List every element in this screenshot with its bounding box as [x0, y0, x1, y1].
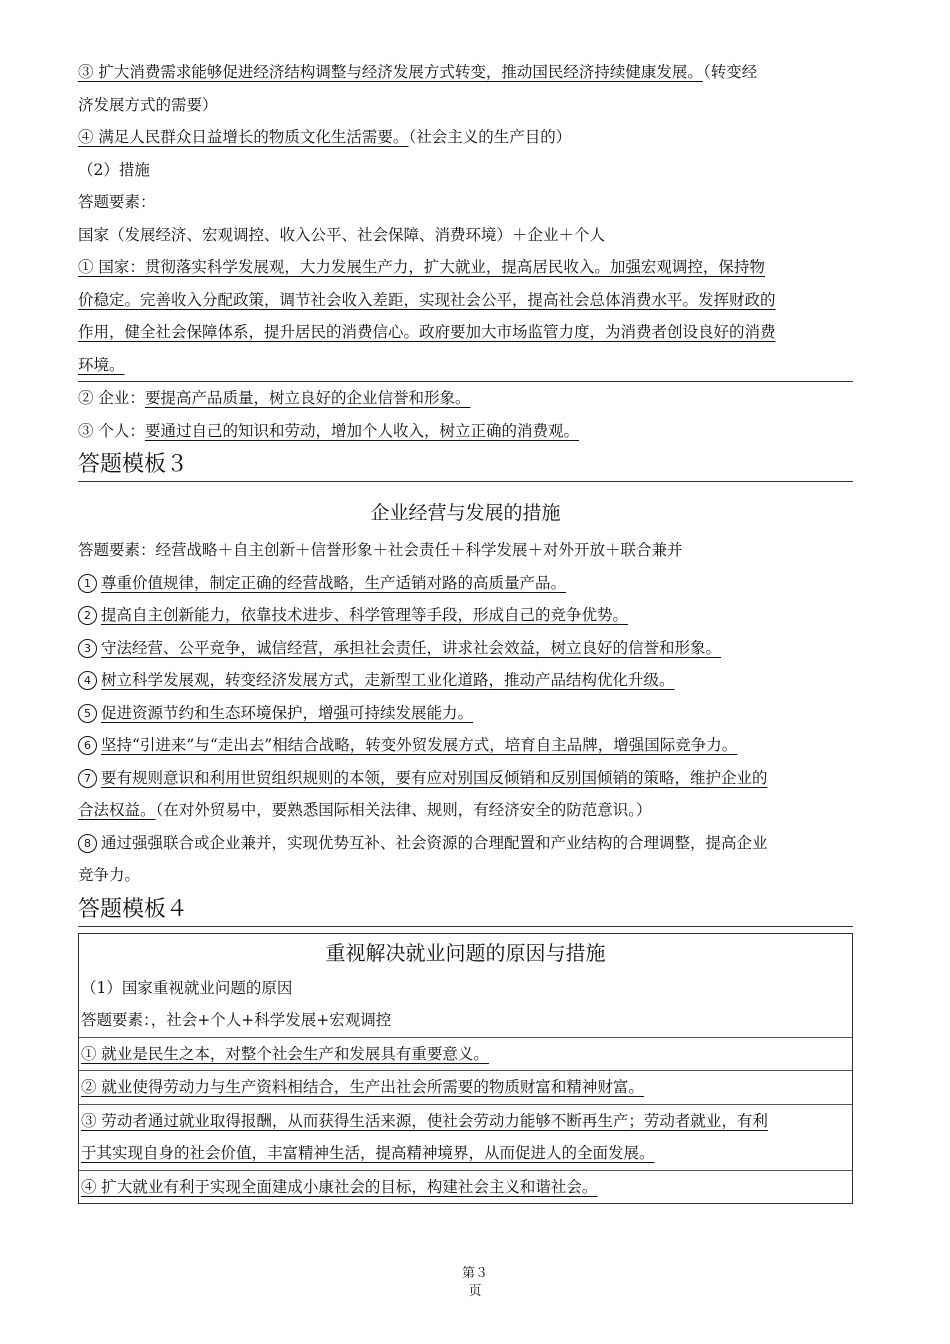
template-3-title: 企业经营与发展的措施 — [370, 502, 561, 524]
enterprise-item-7-line-2: 合法权益。 — [78, 801, 156, 819]
enterprise-item-text: 树立科学发展观，转变经济发展方式，走新型工业化道路，推动产品结构优化升级。 — [101, 671, 675, 689]
reason-item-4 — [78, 121, 853, 154]
employment-reason-4: ④ 扩大就业有利于实现全面建成小康社会的目标，构建社会主义和谐社会。 — [79, 1170, 852, 1204]
enterprise-item-1 — [78, 567, 853, 600]
circled-number: 2 — [78, 606, 97, 625]
page-footer — [0, 1265, 950, 1301]
state-measure-line-3: 作用，健全社会保障体系，提升居民的消费信心。政府要加大市场监管力度，为消费者创设良好的消费 — [78, 323, 776, 341]
circled-number: 3 — [78, 639, 97, 658]
subheading-measures: （2）措施 — [78, 160, 150, 179]
reason-3-note: （转变经 — [702, 63, 758, 81]
enterprise-text: 要提高产品质量，树立良好的企业信誉和形象。 — [144, 389, 471, 407]
circled-number: 1 — [78, 574, 97, 593]
points-label: 答题要素： — [78, 193, 156, 211]
state-measure-line-2: 价稳定。完善收入分配政策，调节社会收入差距，实现社会公平，提高社会总体消费水平。发挥财政的 — [78, 290, 776, 309]
page-number: 第３ — [461, 1266, 488, 1281]
template-4-subheading: （1）国家重视就业问题的原因 — [81, 978, 293, 997]
enterprise-item-8-cont: 竞争力。 — [78, 866, 141, 884]
reason-item-3 — [78, 56, 853, 89]
enterprise-item-text: 守法经营、公平竞争，诚信经营，承担社会责任，讲求社会效益，树立良好的信誉和形象。 — [101, 638, 722, 657]
enterprise-measure — [78, 382, 853, 415]
enterprise-item-3 — [78, 632, 853, 665]
enterprise-item-7-cont — [78, 794, 853, 827]
circled-number: 5 — [78, 704, 97, 723]
reason-4-text: ④ 满足人民群众日益增长的物质文化生活需要。 — [78, 128, 409, 146]
enterprise-item-text: 提高自主创新能力，依靠技术进步、科学管理等手段，形成自己的竞争优势。 — [101, 606, 629, 624]
enterprise-item-7-line-1: 要有规则意识和利用世贸组织规则的本领，要有应对别国反倾销和反别国倾销的策略，维护企业的 — [101, 768, 768, 787]
enterprise-label: ② 企业： — [78, 389, 145, 407]
enterprise-item-6 — [78, 729, 853, 762]
circled-number: 8 — [78, 834, 97, 853]
circled-number: 4 — [78, 671, 97, 690]
enterprise-item-7-note: （在对外贸易中，要熟悉国际相关法律、规则，有经济安全的防范意识。） — [155, 801, 652, 819]
reason-4-note: （社会主义的生产目的） — [408, 128, 572, 146]
employment-reason-3-line-1: ③ 劳动者通过就业取得报酬，从而获得生活来源，使社会劳动力能够不断再生产；劳动者就业，有利 — [79, 1104, 852, 1138]
circled-number: 6 — [78, 736, 97, 755]
employment-reason-1: ① 就业是民生之本，对整个社会生产和发展具有重要意义。 — [79, 1037, 852, 1071]
template-4-heading: 答题模板４ — [78, 894, 853, 927]
state-measure-line-4: 环境。 — [78, 349, 853, 383]
person-text: 要通过自己的知识和劳动，增加个人收入，树立正确的消费观。 — [144, 421, 579, 440]
template-3-heading: 答题模板３ — [78, 449, 853, 482]
enterprise-item-text: 促进资源节约和生态环境保护，增强可持续发展能力。 — [101, 703, 474, 722]
circled-number: 7 — [78, 769, 97, 788]
enterprise-item-5 — [78, 697, 853, 730]
enterprise-item-8 — [78, 827, 853, 860]
person-label: ③ 个人： — [78, 421, 145, 440]
page-unit: 页 — [468, 1284, 482, 1299]
template-3-points: 答题要素：经营战略＋自主创新＋信誉形象＋社会责任＋科学发展＋对外开放＋联合兼并 — [78, 541, 683, 559]
employment-reason-3-line-2: 于其实现自身的社会价值，丰富精神生活，提高精神境界，从而促进人的全面发展。 — [81, 1144, 655, 1162]
document-page — [78, 56, 853, 1204]
enterprise-item-2 — [78, 599, 853, 632]
state-measure-line-1: ① 国家：贯彻落实科学发展观，大力发展生产力，扩大就业，提高居民收入。加强宏观调控，保持物 — [78, 258, 765, 276]
enterprise-item-4 — [78, 664, 853, 697]
template-4-box — [78, 933, 853, 1205]
reason-item-3-cont: 济发展方式的需要） — [78, 95, 218, 114]
points-text: 国家（发展经济、宏观调控、收入公平、社会保障、消费环境）＋企业＋个人 — [78, 225, 606, 244]
enterprise-item-7 — [78, 762, 853, 795]
enterprise-item-8-line-1: 通过强强联合或企业兼并，实现优势互补、社会资源的合理配置和产业结构的合理调整，提高企业 — [101, 833, 768, 852]
template-4-title: 重视解决就业问题的原因与措施 — [325, 940, 606, 965]
employment-reason-2: ② 就业使得劳动力与生产资料相结合，生产出社会所需要的物质财富和精神财富。 — [79, 1070, 852, 1104]
person-measure — [78, 415, 853, 448]
enterprise-item-text: 坚持“引进来”与“走出去”相结合战略，转变外贸发展方式，培育自主品牌，增强国际竞争力。 — [101, 736, 738, 754]
template-4-points: 答题要素：，社会+个人+科学发展+宏观调控 — [81, 1011, 392, 1029]
reason-3-text: ③ 扩大消费需求能够促进经济结构调整与经济发展方式转变，推动国民经济持续健康发展。 — [78, 63, 703, 81]
enterprise-item-text: 尊重价值规律，制定正确的经营战略，生产适销对路的高质量产品。 — [101, 573, 567, 592]
